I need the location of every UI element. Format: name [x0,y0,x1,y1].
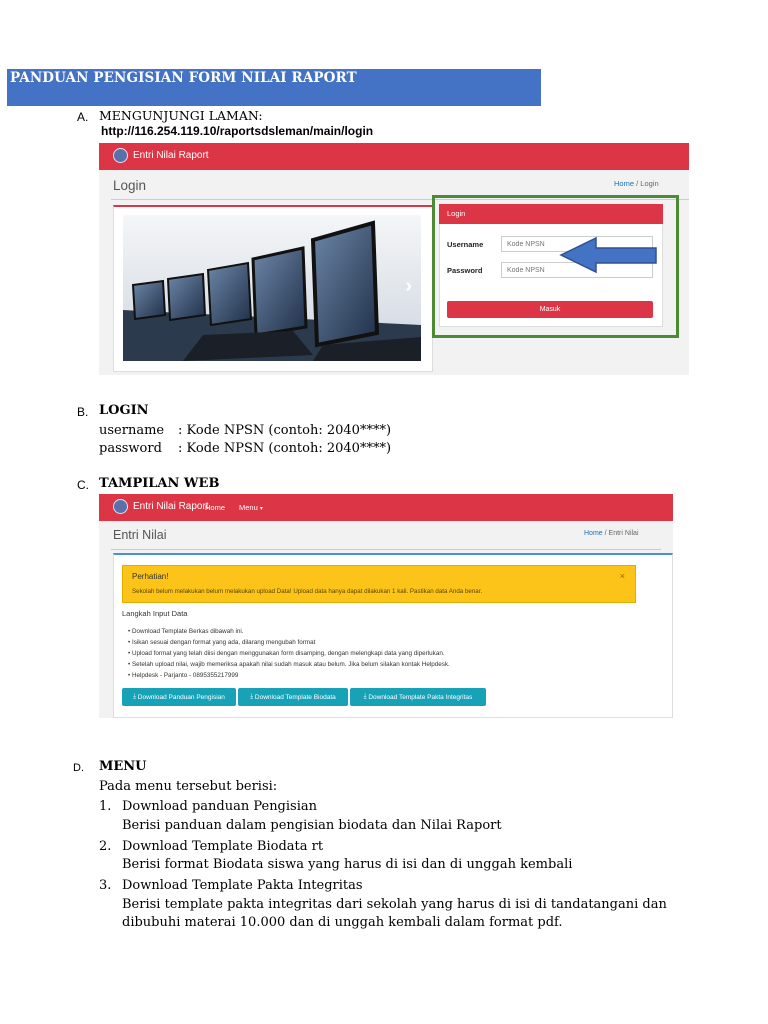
breadcrumb [614,179,659,188]
page-title: Login [113,178,147,193]
logo-icon [113,148,128,163]
carousel-image [123,215,421,361]
alert-title: Perhatian! [132,572,169,581]
nav-menu-label: Menu [239,503,258,512]
step-text: Helpdesk - Parjanto - 0895355217999 [131,672,239,679]
brand-text: Entri Nilai Raport [133,150,209,161]
button-label: Download Panduan Pengisian [137,693,225,701]
logo-icon [113,499,128,514]
breadcrumb [584,530,639,537]
main-card [113,553,673,718]
menu-item-number: 3. [99,878,112,893]
login-password-value: : Kode NPSN (contoh: 2040****) [178,441,392,456]
section-d-intro: Pada menu tersebut berisi: [99,779,278,794]
breadcrumb-home[interactable]: Home [584,530,603,537]
section-b-letter: B. [77,405,89,419]
warning-alert [122,565,636,603]
breadcrumb-separator: / [604,530,607,537]
page-title: Entri Nilai [113,528,167,542]
step-text: Setelah upload nilai, wajib memeriksa apakah nilai sudah masuk atau belum. Jika belum silakan kontak Helpdesk. [131,661,450,668]
login-password-key: password [99,441,162,456]
login-url[interactable]: http://116.254.119.10/raportsdsleman/main/login [101,124,374,138]
arrow-left-icon [559,237,659,277]
login-username-value: : Kode NPSN (contoh: 2040****) [178,423,392,438]
menu-item-number: 2. [99,839,112,854]
menu-item-number: 1. [99,799,112,814]
section-c-letter: C. [77,478,89,492]
username-label: Username [447,240,484,249]
section-c-title: TAMPILAN WEB [99,476,220,491]
login-username-key: username [99,423,165,438]
step-text: Upload format yang telah diisi dengan menggunakan form disamping, dengan melengkapi data yang diperlukan. [131,650,445,657]
breadcrumb-separator: / [636,179,639,188]
breadcrumb-home[interactable]: Home [614,179,635,188]
menu-item-title: Download Template Biodata rt [122,839,324,854]
carousel-card [113,205,433,372]
menu-item-desc: Berisi template pakta integritas dari sekolah yang harus di isi di tandatangani dan [122,897,667,912]
step-item: • Download Template Berkas dibawah ini. [128,628,244,635]
menu-item-desc: Berisi format Biodata siswa yang harus di isi dan di unggah kembali [122,857,573,872]
navbar [99,494,673,521]
download-pakta-button[interactable] [350,688,486,706]
breadcrumb-current: Entri Nilai [608,530,639,537]
close-icon[interactable]: × [619,571,625,581]
download-biodata-button[interactable] [238,688,348,706]
brand-text: Entri Nilai Raport [133,501,209,512]
download-icon: ⤓ [363,693,369,700]
login-card-header: Login [439,204,663,224]
breadcrumb-current: Login [640,179,659,188]
step-text: Download Template Berkas dibawah ini. [131,628,244,635]
button-label: Download Template Pakta Integritas [368,693,473,701]
section-a-letter: A. [77,110,89,124]
menu-item-title: Download Template Pakta Integritas [122,878,363,893]
caret-down-icon: ▾ [259,506,263,512]
login-page-screenshot [99,143,689,375]
navbar [99,143,689,170]
divider [111,549,661,550]
section-d-title: MENU [99,759,147,774]
step-item: • Helpdesk - Parjanto - 0895355217999 [128,672,239,679]
chevron-right-icon[interactable]: › [405,275,412,297]
section-d-letter: D. [73,762,84,774]
download-icon: ⤓ [250,693,255,700]
alert-text: Sekolah belum melakukan belum melakukan upload Data! Upload data hanya dapat dilakukan 1 kali. Pastikan data Anda benar. [132,588,483,595]
step-text: Isikan sesuai dengan format yang ada, dilarang mengubah format [131,639,316,646]
steps-title: Langkah Input Data [122,609,188,618]
step-item: • Upload format yang telah diisi dengan menggunakan form disamping, dengan melengkapi data yang diperlukan. [128,650,445,657]
entri-nilai-screenshot [99,494,673,718]
section-b-title: LOGIN [99,403,149,418]
navbar-brand[interactable] [113,148,209,163]
download-panduan-button[interactable] [122,688,236,706]
menu-item-title: Download panduan Pengisian [122,799,317,814]
nav-menu-dropdown[interactable] [239,503,263,512]
button-label: Download Template Biodata [254,693,336,701]
nav-home[interactable]: Home [205,503,226,512]
download-icon: ⤓ [133,693,138,700]
menu-item-desc: Berisi panduan dalam pengisian biodata dan Nilai Raport [122,818,502,833]
submit-button[interactable]: Masuk [447,301,653,318]
step-item: • Setelah upload nilai, wajib memeriksa apakah nilai sudah masuk atau belum. Jika belum silakan kontak Helpdesk. [128,661,450,668]
navbar-brand[interactable] [113,499,209,514]
section-a-title: MENGUNJUNGI LAMAN: [99,108,263,123]
menu-item-desc-continued: dibubuhi materai 10.000 dan di unggah kembali dalam format pdf. [122,915,563,930]
password-label: Password [447,266,483,275]
step-item: • Isikan sesuai dengan format yang ada, dilarang mengubah format [128,639,316,646]
document-title: PANDUAN PENGISIAN FORM NILAI RAPORT [10,70,357,86]
